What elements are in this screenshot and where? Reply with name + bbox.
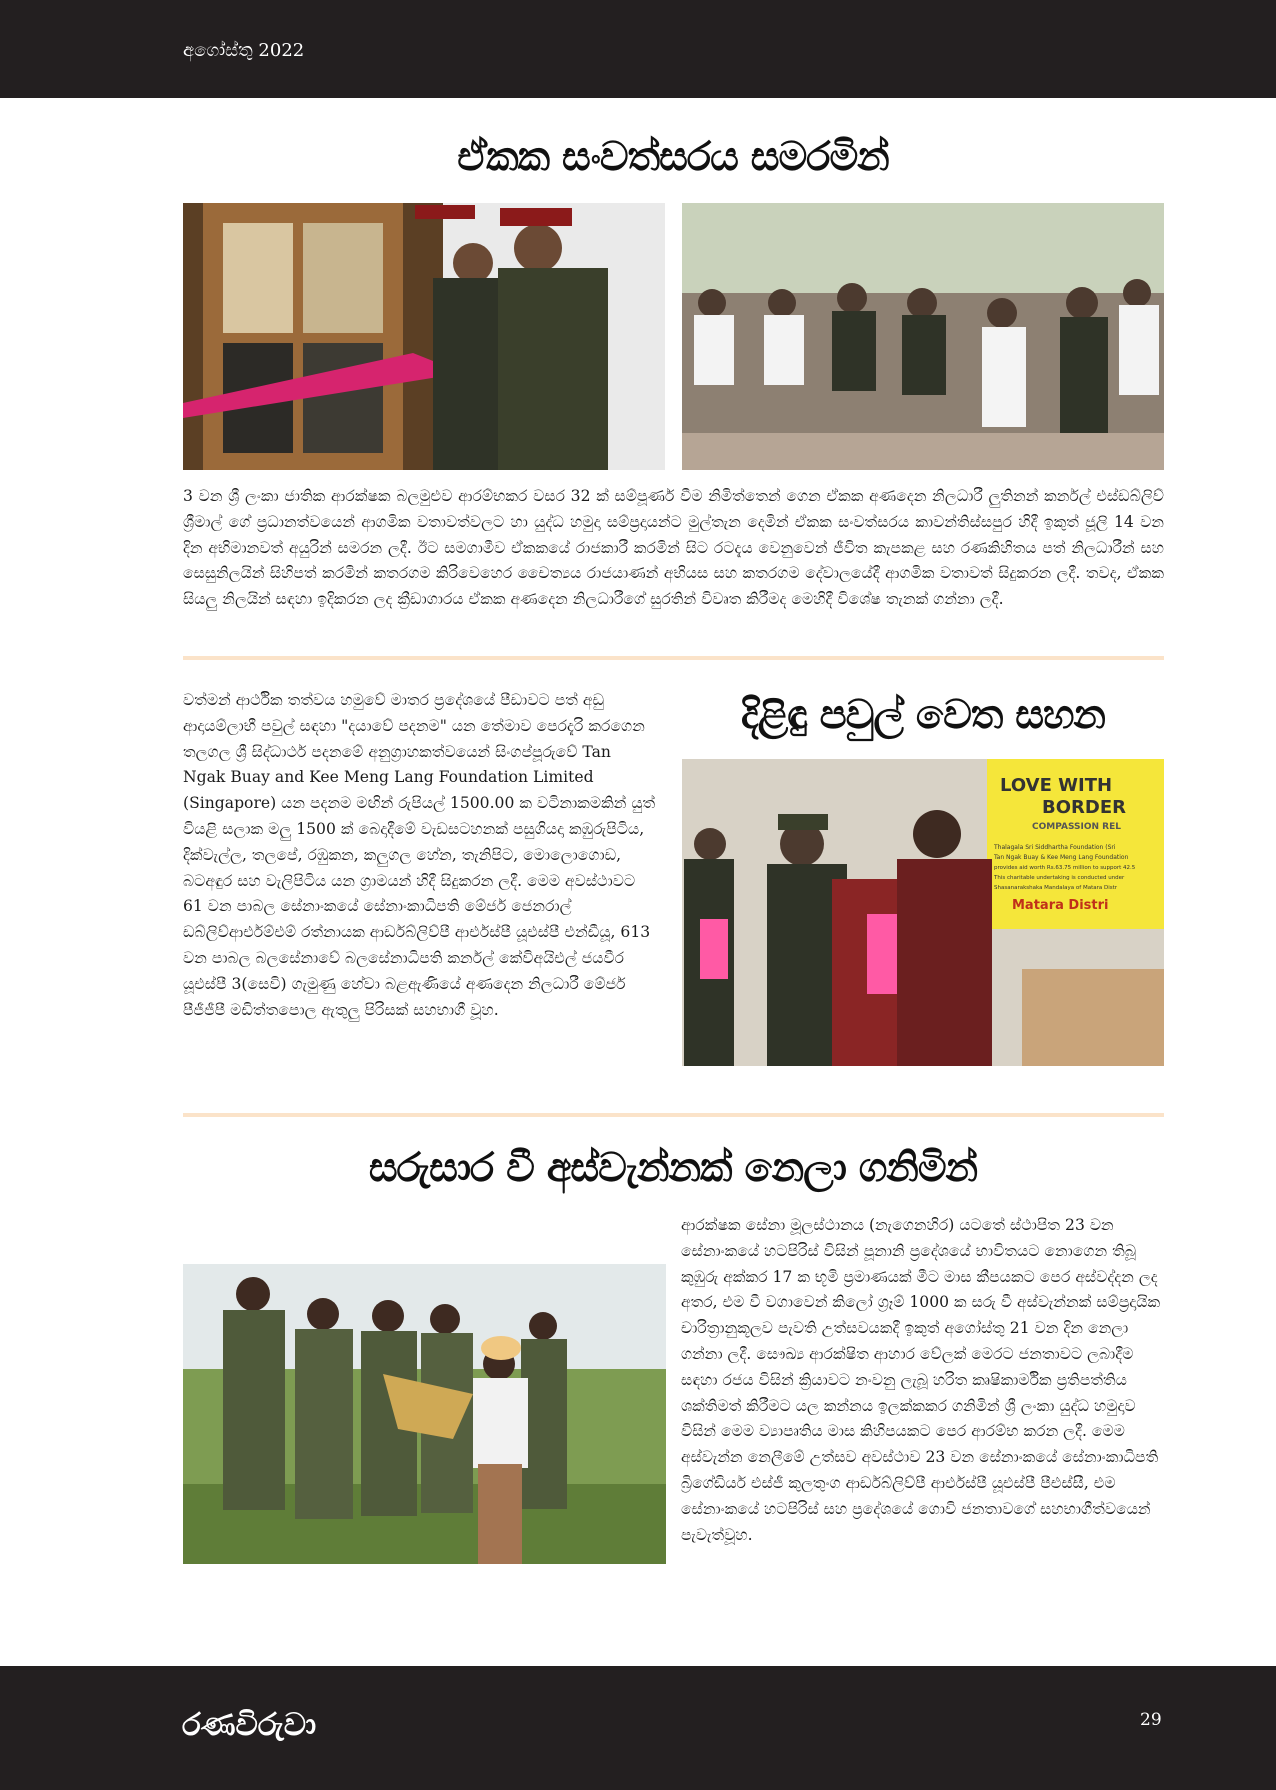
banner-line-2: BORDER bbox=[1042, 797, 1126, 818]
banner-line-5: Tan Ngak Buay & Kee Meng Lang Foundation bbox=[994, 854, 1129, 861]
harvest-photo bbox=[183, 1264, 666, 1564]
magazine-brand: රණවිරුවා bbox=[182, 1707, 317, 1743]
article-3-headline: සරුසාර වී අස්වැන්නක් නෙලා ගනිමින් bbox=[368, 1145, 978, 1191]
banner-line-9: Matara Distri bbox=[1012, 898, 1109, 913]
banner-line-7: This charitable undertaking is conducted under bbox=[994, 875, 1125, 881]
banner-line-3: COMPASSION REL bbox=[1032, 822, 1121, 832]
section-divider bbox=[183, 1113, 1164, 1117]
relief-distribution-photo bbox=[682, 759, 1164, 1066]
article-3-body: ආරක්ෂක සේනා මූලස්ථානය (නැගෙනහිර) යටතේ ස්ථාපිත 23 වන සේනාංකයේ හටපිරිස් විසින් පූනානි ප්‍රදේශයේ භාවිතයට නොගෙන තිබූ කුඹුරු අක්කර 17 ක භූමි ප්‍රමාණයක් මීට මාස කීපයකට පෙර අස්වද්දන ලද අතර, එම වී වගාවෙන් කිලෝ ග්‍රෑම් 1000 ක සරු වී අස්වැන්නක් සම්ප්‍රදායික චාරිත්‍රානුකූලව පැවති උත්සවයකදී ඉකුත් අගෝස්තු 21 වන දින නෙලා ගන්නා ලදී. සෞඛ්‍ය ආරක්ෂිත ආහාර වේලක් මෙරට ජනතාවට ලබාදීම සඳහා රජය විසින් ක්‍රියාවට නංවනු ලැබූ හරිත කෘෂිකාර්මික ප්‍රතිපත්තිය ශක්තිමත් කිරීමට යල කන්නය ඉලක්කකර ගනිමින් ශ්‍රී ලංකා යුද්ධ හමුදාව විසින් මෙම ව්‍යාපෘතිය මාස කිහිපයකට පෙර ආරම්භ කරන ලදී. මෙම අස්වැන්න නෙලීමේ උත්සව අවස්ථාව 23 වන සේනාංකයේ සේනාංකාධිපති බ්‍රිගේඩියර් එස්ජී කුලතුංග ආර්ඩබ්ලිව්පී ආර්එස්පී යූඑස්පී පීඑස්සී, එම සේනාංකයේ හටපිරිස් සහ ප්‍රදේශයේ ගොවි ජනතාවගේ සහභාගීත්වයෙන් පැවැත්වූහ. bbox=[681, 1216, 1161, 1544]
issue-date: අගෝස්තු 2022 bbox=[183, 40, 305, 61]
page-number: 29 bbox=[1140, 1710, 1162, 1730]
banner-line-8: Shasanarakshaka Mandalaya of Matara Distr bbox=[994, 885, 1118, 891]
banner-line-4: Thalagala Sri Siddhartha Foundation (Sri bbox=[994, 844, 1116, 851]
section-divider bbox=[183, 656, 1164, 660]
banner-line-6: provides aid worth Rs.63.75 million to support 42.5 bbox=[994, 865, 1136, 871]
article-2-headline: දිළිඳු පවුල් වෙත සහන bbox=[740, 692, 1106, 738]
article-1-headline: ඒකක සංවත්සරය සමරමින් bbox=[457, 134, 889, 180]
article-2-body: වත්මන් ආර්ථික තත්වය හමුවේ මාතර ප්‍රදේශයේ පීඩාවට පත් අඩු ආදායම්ලාභී පවුල් සඳහා "දයාවේ පදනම" යන තේමාව පෙරදැරි කරගෙන තලගල ශ්‍රී සිද්ධාර්ථ පදනමේ අනුග්‍රාහකත්වයෙන් සිංගප්පූරුවේ Tan Ngak Buay and Kee Meng Lang Foundation Limited (Singapore) යන පදනම මඟින් රුපියල් 1500.00 ක වටිනාකමකින් යුත් වියළි සලාක මලු 1500 ක් බෙදාදීමේ වැඩසටහනක් පසුගියදා කඹුරුපිටිය, දික්වැල්ල, තලපේ, රඹුකන, කලුගල හේන, තැනිපිට, මොලොගොඩ, බටඅඳුර සහ වැලිපිටිය යන ග්‍රාමයන් හිදී සිදුකරන ලදී. මෙම අවස්ථාවට 61 වන පාබල සේනාංකයේ සේනාංකාධිපති මේජර් ජෙනරාල් ඩබ්ලිව්ආර්එම්එම් රත්නායක ආර්ඩබ්ලිව්පී ආර්එස්පී යූඑස්පී එන්ඩීයූ, 613 වන පාබල බලසේනාවේ බලසේනාධිපති කර්නල් කේවිඅයිඑල් ජයවීර යූඑස්පී 3(සෙවි) ගැමුණු හේවා බළඇණියේ අණදෙන නිලධාරී මේජර් පීජීජීපී මඩිත්තපොල ඇතුලු පිරිසක් සහභාගී වූහ. bbox=[183, 691, 656, 1019]
religious-observance-photo bbox=[682, 203, 1164, 470]
ribbon-cutting-photo bbox=[183, 203, 665, 470]
article-1-body: 3 වන ශ්‍රී ලංකා ජාතික ආරක්ෂක බලමුළුව ආරම්භකර වසර 32 ක් සම්පූර්ණ වීම නිමිත්තෙන් ගෙන ඒකක අණදෙන නිලධාරී ලුතිනන් කර්නල් එස්ඩබ්ලිව් ශ්‍රීමාල් ගේ ප්‍රධානත්වයෙන් ආගමික වතාවත්වලට හා යුද්ධ හමුදා සම්ප්‍රදායන්ට මුල්තැන දෙමින් ඒකක සංවත්සරය කාවන්තිස්සපුර හිදී ඉකුත් ජූලි 14 වන දින අභිමානවත් අයුරින් සමරන ලදී. ඊට සමගාමීව ඒකකයේ රාජකාරී කරමින් සිට රටදැය වෙනුවෙන් ජීවිත කැපකළ සහ රණකිහිතය පත් නිලධාරීන් සහ සෙසුනිලයින් සිහිපත් කරමින් කතරගම කිරිවෙහෙර චෛත්‍යය රාජයාණන් අභියස සහ කතරගම දේවාලයේදී ආගමික වතාවත් සිදුකරන ලදී. තවද, ඒකක සියලු නිලයින් සඳහා ඉදිකරන ලද ක්‍රීඩාගාරය ඒකක අණදෙන නිලධාරීගේ සුරතින් විවෘත කිරීමද මෙහිදී විශේෂ තැනක් ගන්නා ලදී. bbox=[183, 487, 1164, 609]
banner-line-1: LOVE WITH bbox=[1000, 775, 1113, 796]
